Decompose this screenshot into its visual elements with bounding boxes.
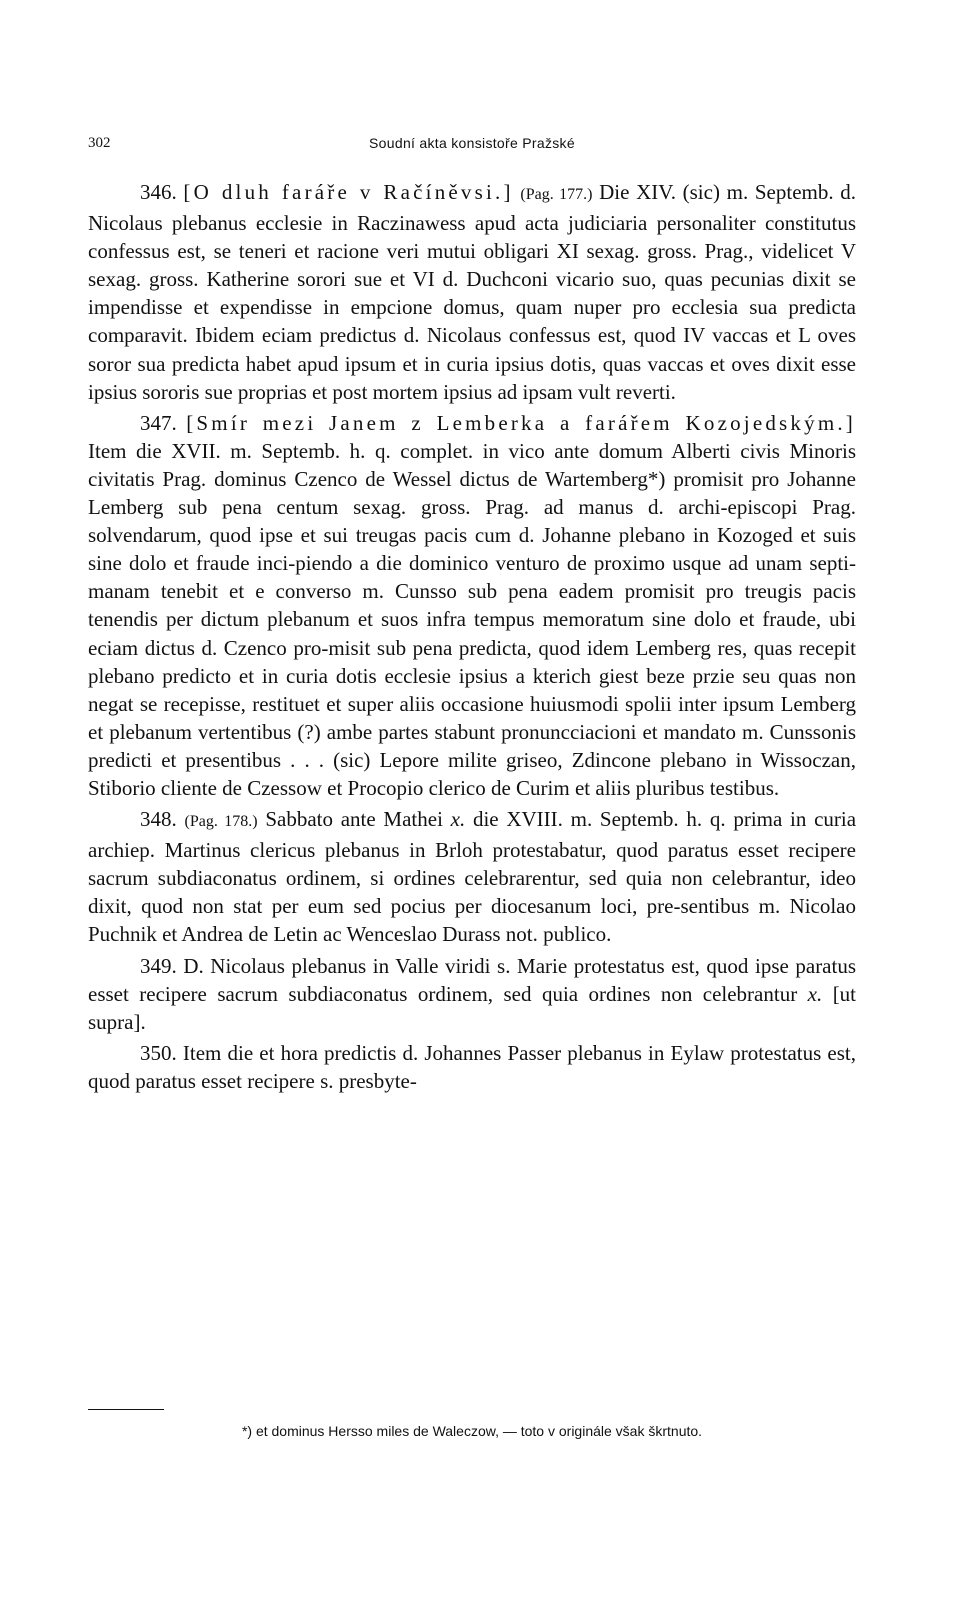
page-reference: (Pag. 177.) bbox=[520, 186, 593, 203]
entry-text: Item die XVII. m. Septemb. h. q. complet. in vico ante domum Alberti civis Minoris civitatis Prag. dominus Czenco de Wessel dictus de Wartemberg bbox=[88, 438, 856, 491]
entry-349 bbox=[88, 952, 856, 1036]
entry-number: 349. bbox=[140, 953, 177, 978]
running-title: Soudní akta konsistoře Pražské bbox=[369, 135, 575, 151]
entry-text: D. Nicolaus plebanus in Valle viridi s. Marie protestatus est, quod ipse paratus esset recipere sacrum subdiaconatus ordinem, sed quia ordines non celebrantur bbox=[88, 953, 857, 1006]
entry-text-continued: die XVIII. m. Septemb. h. q. prima in curia archiep. Martinus clericus plebanus in Brloh protestabatur, quod paratus esset recipere sacrum subdiaconatus ordinem, si ordines celebrarentur, sed quia non celebrantur, ideo dixit, quod non stat per eum sed pocius per diocesanum loci, pre-sentibus m. Nicolao Puchnik et Andrea de Letin ac Wenceslao Durass not. publico. bbox=[88, 807, 857, 947]
footnote-mark: *) bbox=[647, 466, 666, 491]
entry-title: [Smír mezi Janem z Lemberka a farářem Kozojedským.] bbox=[186, 410, 857, 435]
entry-347 bbox=[88, 409, 856, 802]
footnote: *) et dominus Hersso miles de Waleczow, — toto v originále však škrtnuto. bbox=[241, 1423, 703, 1439]
etc-mark: x. bbox=[450, 807, 466, 832]
entry-text: Item die et hora predictis d. Johannes Passer plebanus in Eylaw protestatus est, quod paratus esset recipere s. presbyte- bbox=[88, 1040, 856, 1093]
entry-number: 346. bbox=[140, 180, 177, 204]
entry-348 bbox=[88, 805, 856, 948]
entry-number: 347. bbox=[140, 410, 177, 435]
footnote-rule bbox=[88, 1409, 164, 1410]
entry-number: 350. bbox=[140, 1040, 177, 1065]
entry-text: Sabbato ante Mathei bbox=[265, 807, 443, 832]
entry-text-continued: promisit pro Johanne Lemberg sub pena centum sexag. gross. Prag. ad manus d. archi-episcopi Prag. solvendarum, quod ipse et sui treugas pacis cum d. Johanne plebano in Kozoged et suis sine dolo et fraude inci-piendo a die dominico venturo de proximo usque ad unam septi-manam tenebit et e converso m. Cunsso sub pena eadem promisit pro treugis pacis tenendis per dictum plebanum et suos infra tempus memoratum sine dolo et fraude, ubi eciam dictus d. Czenco pro-misit sub pena predicta, quod idem Lemberg res, quas recepit plebano predicto et in curia dotis ecclesie ipsius a kterich giest beze przie seu quas non negat se recepisse, restituet et super aliis occasione huiusmodi spolii inter ipsum Lemberg et plebanum vertentibus (?) ambe partes stabunt pronuncciacioni et mandato m. Cunssonis predicti et presentibus . . . (sic) Lepore milite griseo, Zdincone plebano in Wissoczan, Stiborio cliente de Czessow et Procopio clerico de Curim et aliis pluribus testibus. bbox=[88, 466, 857, 800]
page-number: 302 bbox=[88, 135, 111, 151]
running-head bbox=[88, 135, 856, 155]
entry-number: 348. bbox=[140, 807, 177, 832]
page-reference: (Pag. 178.) bbox=[184, 813, 258, 831]
entry-title: [O dluh faráře v Račíněvsi.] bbox=[183, 180, 514, 204]
entry-350 bbox=[88, 1039, 856, 1095]
entry-text: Die XIV. (sic) m. Septemb. d. Nicolaus plebanus ecclesie in Raczinawess apud acta judiciaria personaliter constitutus confessus est, se teneri et racione veri mutui obligari XI sexag. gross. Prag., videlicet V sexag. gross. Katherine sorori sue et VI d. Duchconi vicario suo, quas pecunias dixit se impendisse et expendisse in empcione domus, quam nuper pro ecclesia sua predicta comparavit. Ibidem eciam predictus d. Nicolaus confessus est, quod IV vaccas et L oves soror sua predicta habet apud ipsum et in curia ipsius dotis, quas vaccas et oves dixit esse ipsius sororis sue proprias et post mortem ipsius ad ipsam vult reverti. bbox=[88, 180, 857, 404]
etc-mark: x. bbox=[807, 981, 823, 1006]
entry-346 bbox=[88, 178, 856, 406]
entry-text-continued: [ut supra]. bbox=[88, 981, 857, 1034]
document-body bbox=[88, 178, 856, 1095]
